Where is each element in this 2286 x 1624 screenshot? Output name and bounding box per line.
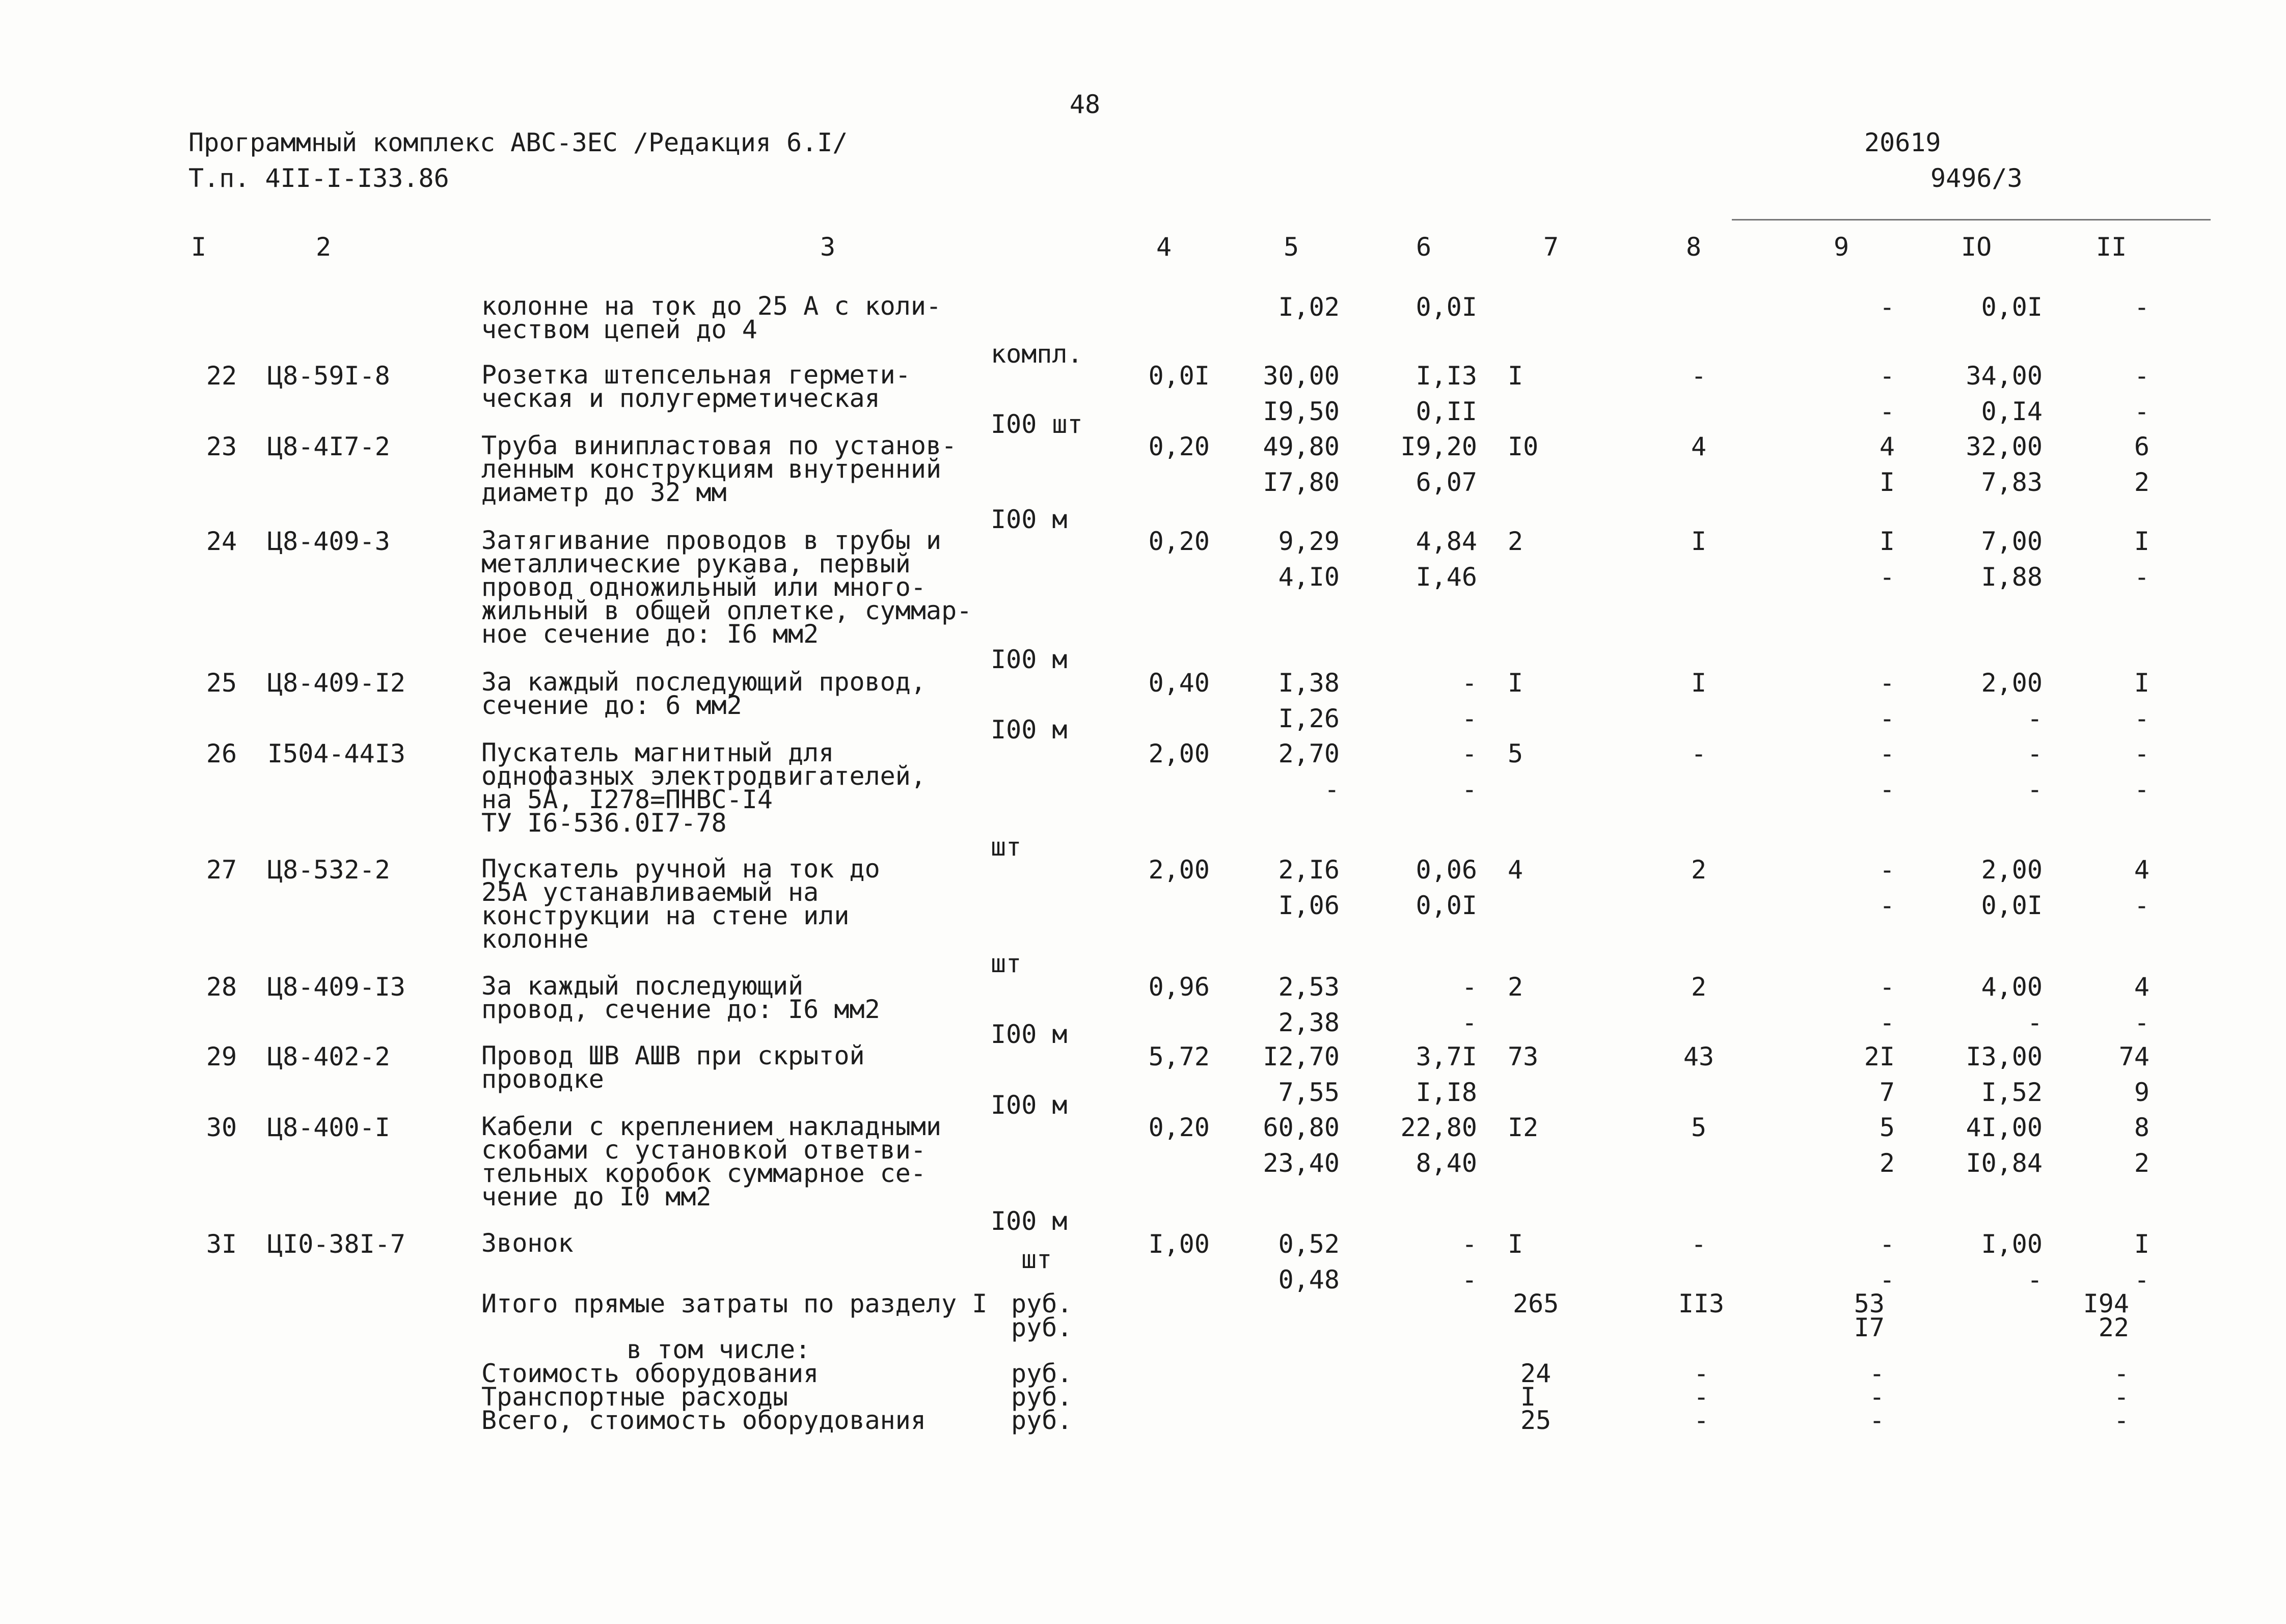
- sheet-number: 9496/3: [1930, 163, 2023, 193]
- cell-col-11: 4: [2134, 855, 2149, 885]
- cell-col-8: 4: [1691, 432, 1707, 461]
- cell-col-8: -: [1691, 361, 1707, 391]
- cell-col-7: 2: [1508, 527, 1523, 556]
- cell-col-10-line2: 7,83: [1981, 467, 2043, 497]
- cell-col-7: I: [1508, 361, 1523, 391]
- column-header-9: 9: [1834, 232, 1849, 262]
- cell-col-4: 2,00: [1148, 739, 1210, 768]
- cell-col-4: 5,72: [1148, 1042, 1210, 1071]
- cell-col-6-line2: I,46: [1416, 562, 1477, 592]
- cell-col-4: 0,0I: [1148, 361, 1210, 391]
- cell-col-4: 0,20: [1148, 527, 1210, 556]
- cell-col-10: 32,00: [1966, 432, 2043, 461]
- totals-col-9a: 53: [1854, 1289, 1885, 1318]
- cell-col-5: 2,53: [1278, 972, 1340, 1002]
- cell-col-11: I: [2134, 1229, 2149, 1259]
- cell-col-10: 0,0I: [1981, 292, 2043, 322]
- resource-code: Ц8-409-I3: [267, 972, 405, 1002]
- cell-col-11: 6: [2134, 432, 2149, 461]
- including-col-7: 25: [1520, 1406, 1552, 1435]
- cell-col-9-line2: -: [1879, 562, 1895, 592]
- unit-of-measure: I00 м: [991, 505, 1068, 534]
- resource-code: Ц8-409-I2: [267, 668, 405, 698]
- cell-col-10: 4,00: [1981, 972, 2043, 1002]
- cell-col-6-line2: -: [1461, 775, 1477, 804]
- including-label: Стоимость оборудования: [481, 1359, 819, 1388]
- row-number: 24: [206, 527, 237, 556]
- cell-col-11-line2: -: [2134, 891, 2149, 920]
- cell-col-5: 2,70: [1278, 739, 1340, 768]
- cell-col-11-line2: 2: [2134, 467, 2149, 497]
- row-number: 28: [206, 972, 237, 1002]
- cell-col-11-line2: -: [2134, 704, 2149, 733]
- cell-col-10: I,00: [1981, 1229, 2043, 1259]
- resource-code: Ц8-402-2: [267, 1042, 390, 1071]
- work-description: Розетка штепсельная гермети- ческая и полугерметическая: [481, 360, 911, 413]
- cell-col-10: 2,00: [1981, 668, 2043, 698]
- cell-col-6: 4,84: [1416, 527, 1477, 556]
- work-description: Звонок: [481, 1228, 574, 1258]
- including-col-9: -: [1869, 1406, 1885, 1435]
- cell-col-9-line2: -: [1879, 704, 1895, 733]
- including-col-9: -: [1869, 1382, 1885, 1412]
- cell-col-10: 34,00: [1966, 361, 2043, 391]
- cell-col-11-line2: 9: [2134, 1078, 2149, 1107]
- cell-col-7: 4: [1508, 855, 1523, 885]
- cell-col-11: -: [2134, 361, 2149, 391]
- column-header-2: 2: [316, 232, 332, 262]
- cell-col-10-line2: -: [2027, 1265, 2043, 1295]
- cell-col-4: I,00: [1148, 1229, 1210, 1259]
- including-col-8: -: [1693, 1406, 1709, 1435]
- cell-col-10: 2,00: [1981, 855, 2043, 885]
- resource-code: Ц8-532-2: [267, 855, 390, 885]
- work-description: Провод ШВ АШВ при скрытой проводке: [481, 1041, 865, 1094]
- row-number: 29: [206, 1042, 237, 1071]
- cell-col-10: -: [2027, 739, 2043, 768]
- cell-col-8: -: [1691, 739, 1707, 768]
- unit-of-measure: компл.: [991, 339, 1083, 369]
- work-description: Пускатель магнитный для однофазных электродвигателей, на 5А, I278=ПНВС-I4 ТУ I6-536.0I7-78: [481, 738, 926, 838]
- cell-col-11: -: [2134, 292, 2149, 322]
- cell-col-11: I: [2134, 668, 2149, 698]
- cell-col-10-line2: 0,I4: [1981, 397, 2043, 426]
- cell-col-8: I: [1691, 668, 1707, 698]
- cell-col-6-line2: 6,07: [1416, 467, 1477, 497]
- program-title: Программный комплекс АВС-ЗЕС /Редакция 6.I/: [188, 128, 848, 157]
- cell-col-9: -: [1879, 972, 1895, 1002]
- resource-code: ЦI0-38I-7: [267, 1229, 405, 1259]
- totals-col-11b: 22: [2098, 1313, 2129, 1342]
- cell-col-6: -: [1461, 668, 1477, 698]
- cell-col-6-line2: 0,II: [1416, 397, 1477, 426]
- cell-col-6: 0,0I: [1416, 292, 1477, 322]
- cell-col-6: -: [1461, 972, 1477, 1002]
- resource-code: Ц8-59I-8: [267, 361, 390, 391]
- cell-col-11: -: [2134, 739, 2149, 768]
- cell-col-5-line2: I,06: [1278, 891, 1340, 920]
- including-heading: в том числе:: [627, 1335, 811, 1364]
- including-col-9: -: [1869, 1359, 1885, 1388]
- cell-col-4: 0,40: [1148, 668, 1210, 698]
- totals-col-11a: I94: [2083, 1289, 2129, 1318]
- work-description: Кабели с креплением накладными скобами с установкой ответви- тельных коробок суммарное се- чение до I0 мм2: [481, 1112, 942, 1212]
- cell-col-5-line2: 2,38: [1278, 1008, 1340, 1037]
- resource-code: Ц8-4I7-2: [267, 432, 390, 461]
- cell-col-7: I0: [1508, 432, 1539, 461]
- totals-unit-1: руб.: [1011, 1289, 1073, 1318]
- cell-col-5: I2,70: [1263, 1042, 1340, 1071]
- cell-col-7: I: [1508, 668, 1523, 698]
- cell-col-9-line2: 7: [1879, 1078, 1895, 1107]
- unit-of-measure: шт: [991, 949, 1022, 978]
- cell-col-11: 8: [2134, 1113, 2149, 1142]
- totals-col-9b: I7: [1854, 1313, 1885, 1342]
- cell-col-10-line2: -: [2027, 1008, 2043, 1037]
- cell-col-6-line2: 0,0I: [1416, 891, 1477, 920]
- resource-code: Ц8-400-I: [267, 1113, 390, 1142]
- cell-col-9: -: [1879, 668, 1895, 698]
- cell-col-5-line2: 0,48: [1278, 1265, 1340, 1295]
- cell-col-8: 43: [1683, 1042, 1715, 1071]
- row-number: 3I: [206, 1229, 237, 1259]
- cell-col-10: I3,00: [1966, 1042, 2043, 1071]
- cell-col-9-line2: -: [1879, 775, 1895, 804]
- cell-col-6: -: [1461, 739, 1477, 768]
- cell-col-8: I: [1691, 527, 1707, 556]
- cell-col-10-line2: I,88: [1981, 562, 2043, 592]
- including-col-8: -: [1693, 1359, 1709, 1388]
- column-header-1: I: [191, 232, 207, 262]
- unit-of-measure: I00 м: [991, 1206, 1068, 1236]
- cell-col-9-line2: -: [1879, 1265, 1895, 1295]
- cell-col-10: 7,00: [1981, 527, 2043, 556]
- cell-col-10-line2: I,52: [1981, 1078, 2043, 1107]
- cell-col-9-line2: 2: [1879, 1148, 1895, 1178]
- cell-col-10-line2: I0,84: [1966, 1148, 2043, 1178]
- cell-col-7: 73: [1508, 1042, 1539, 1071]
- cell-col-6-line2: -: [1461, 1008, 1477, 1037]
- including-col-11: -: [2113, 1382, 2129, 1412]
- cell-col-9-line2: -: [1879, 891, 1895, 920]
- totals-col-8: II3: [1678, 1289, 1725, 1318]
- including-unit: руб.: [1011, 1359, 1073, 1388]
- document-code: 20619: [1864, 128, 1941, 157]
- cell-col-5-line2: I,26: [1278, 704, 1340, 733]
- work-description: За каждый последующий провод, сечение до: 6 мм2: [481, 667, 926, 720]
- including-col-11: -: [2113, 1406, 2129, 1435]
- cell-col-11: 74: [2118, 1042, 2149, 1071]
- including-col-11: -: [2113, 1359, 2129, 1388]
- cell-col-4: 0,20: [1148, 1113, 1210, 1142]
- cell-col-6-line2: 8,40: [1416, 1148, 1477, 1178]
- cell-col-8: -: [1691, 1229, 1707, 1259]
- cell-col-11: I: [2134, 527, 2149, 556]
- cell-col-9: -: [1879, 292, 1895, 322]
- row-number: 23: [206, 432, 237, 461]
- cell-col-9-line2: -: [1879, 1008, 1895, 1037]
- cell-col-5: 0,52: [1278, 1229, 1340, 1259]
- cell-col-10-line2: -: [2027, 704, 2043, 733]
- resource-code: I504-44I3: [267, 739, 405, 768]
- cell-col-10-line2: 0,0I: [1981, 891, 2043, 920]
- including-col-7: 24: [1520, 1359, 1552, 1388]
- including-unit: руб.: [1011, 1406, 1073, 1435]
- cell-col-10: 4I,00: [1966, 1113, 2043, 1142]
- row-number: 27: [206, 855, 237, 885]
- cell-col-5-line2: I7,80: [1263, 467, 1340, 497]
- work-description: Труба винипластовая по установ- ленным конструкциям внутренний диаметр до 32 мм: [481, 431, 957, 507]
- cell-col-9-line2: I: [1879, 467, 1895, 497]
- column-header-8: 8: [1686, 232, 1702, 262]
- cell-col-9: -: [1879, 361, 1895, 391]
- column-header-11: II: [2096, 232, 2127, 262]
- totals-col-7: 265: [1513, 1289, 1559, 1318]
- cell-col-9: 5: [1879, 1113, 1895, 1142]
- cell-col-4: 2,00: [1148, 855, 1210, 885]
- cell-col-11-line2: -: [2134, 1008, 2149, 1037]
- cell-col-11-line2: 2: [2134, 1148, 2149, 1178]
- row-number: 30: [206, 1113, 237, 1142]
- cell-col-11: 4: [2134, 972, 2149, 1002]
- cell-col-5: 2,I6: [1278, 855, 1340, 885]
- column-header-4: 4: [1156, 232, 1172, 262]
- cell-col-11-line2: -: [2134, 397, 2149, 426]
- cell-col-6-line2: -: [1461, 1265, 1477, 1295]
- including-label: Всего, стоимость оборудования: [481, 1406, 926, 1435]
- cell-col-5: I,38: [1278, 668, 1340, 698]
- cell-col-5-line2: 4,I0: [1278, 562, 1340, 592]
- resource-code: Ц8-409-3: [267, 527, 390, 556]
- unit-of-measure: I00 м: [991, 645, 1068, 674]
- including-col-8: -: [1693, 1382, 1709, 1412]
- column-header-5: 5: [1284, 232, 1299, 262]
- cell-col-6-line2: -: [1461, 704, 1477, 733]
- cell-col-11-line2: -: [2134, 775, 2149, 804]
- cell-col-6: 22,80: [1400, 1113, 1477, 1142]
- cell-col-11-line2: -: [2134, 562, 2149, 592]
- cell-col-11-line2: -: [2134, 1265, 2149, 1295]
- cell-col-5: 9,29: [1278, 527, 1340, 556]
- including-col-7: I: [1520, 1382, 1536, 1412]
- cell-col-8: 2: [1691, 855, 1707, 885]
- unit-of-measure: I00 шт: [991, 409, 1083, 439]
- cell-col-6: I9,20: [1400, 432, 1477, 461]
- page-number: 48: [1069, 90, 1101, 119]
- cell-col-9: -: [1879, 1229, 1895, 1259]
- unit-of-measure: I00 м: [991, 715, 1068, 745]
- cell-col-5-line2: -: [1324, 775, 1340, 804]
- cell-col-4: 0,96: [1148, 972, 1210, 1002]
- cell-col-9: 2I: [1864, 1042, 1895, 1071]
- header-rule-2: [1905, 219, 2211, 221]
- cell-col-7: I: [1508, 1229, 1523, 1259]
- column-header-7: 7: [1543, 232, 1559, 262]
- cell-col-7: 5: [1508, 739, 1523, 768]
- cell-col-8: 2: [1691, 972, 1707, 1002]
- cell-col-7: I2: [1508, 1113, 1539, 1142]
- cell-col-9: -: [1879, 739, 1895, 768]
- work-description: Затягивание проводов в трубы и металлические рукава, первый провод одножильный или много- жильный в общей оплетке, суммар- ное сечение до: I6 мм2: [481, 526, 972, 649]
- cell-col-6: I,I3: [1416, 361, 1477, 391]
- cell-col-7: 2: [1508, 972, 1523, 1002]
- unit-of-measure: I00 м: [991, 1090, 1068, 1120]
- cell-col-6: 0,06: [1416, 855, 1477, 885]
- column-header-6: 6: [1416, 232, 1432, 262]
- cell-col-9: -: [1879, 855, 1895, 885]
- work-description: колонне на ток до 25 А с коли- чеством цепей до 4: [481, 291, 942, 344]
- cell-col-4: 0,20: [1148, 432, 1210, 461]
- cell-col-10-line2: -: [2027, 775, 2043, 804]
- column-header-3: 3: [820, 232, 836, 262]
- including-label: Транспортные расходы: [481, 1382, 788, 1412]
- including-unit: руб.: [1011, 1382, 1073, 1412]
- totals-label: Итого прямые затраты по разделу I: [481, 1289, 988, 1318]
- cell-col-9: 4: [1879, 432, 1895, 461]
- cell-col-5-line2: 7,55: [1278, 1078, 1340, 1107]
- totals-unit-2: руб.: [1011, 1313, 1073, 1342]
- cell-col-9: I: [1879, 527, 1895, 556]
- cell-col-5: 49,80: [1263, 432, 1340, 461]
- cell-col-5: 30,00: [1263, 361, 1340, 391]
- project-number: Т.п. 4II-I-I33.86: [188, 163, 449, 193]
- cell-col-6-line2: I,I8: [1416, 1078, 1477, 1107]
- column-header-10: IO: [1961, 232, 1992, 262]
- work-description: За каждый последующий провод, сечение до: I6 мм2: [481, 971, 880, 1024]
- cell-col-5-line2: 23,40: [1263, 1148, 1340, 1178]
- row-number: 26: [206, 739, 237, 768]
- work-description: Пускатель ручной на ток до 25А устанавливаемый на конструкции на стене или колонне: [481, 854, 880, 954]
- cell-col-8: 5: [1691, 1113, 1707, 1142]
- unit-of-measure: I00 м: [991, 1020, 1068, 1049]
- cell-col-9-line2: -: [1879, 397, 1895, 426]
- cell-col-6: 3,7I: [1416, 1042, 1477, 1071]
- cell-col-5: I,02: [1278, 292, 1340, 322]
- cell-col-5: 60,80: [1263, 1113, 1340, 1142]
- row-number: 25: [206, 668, 237, 698]
- unit-of-measure: шт: [991, 832, 1022, 862]
- cell-col-6: -: [1461, 1229, 1477, 1259]
- totals-unit: шт: [1021, 1245, 1052, 1274]
- row-number: 22: [206, 361, 237, 391]
- cell-col-5-line2: I9,50: [1263, 397, 1340, 426]
